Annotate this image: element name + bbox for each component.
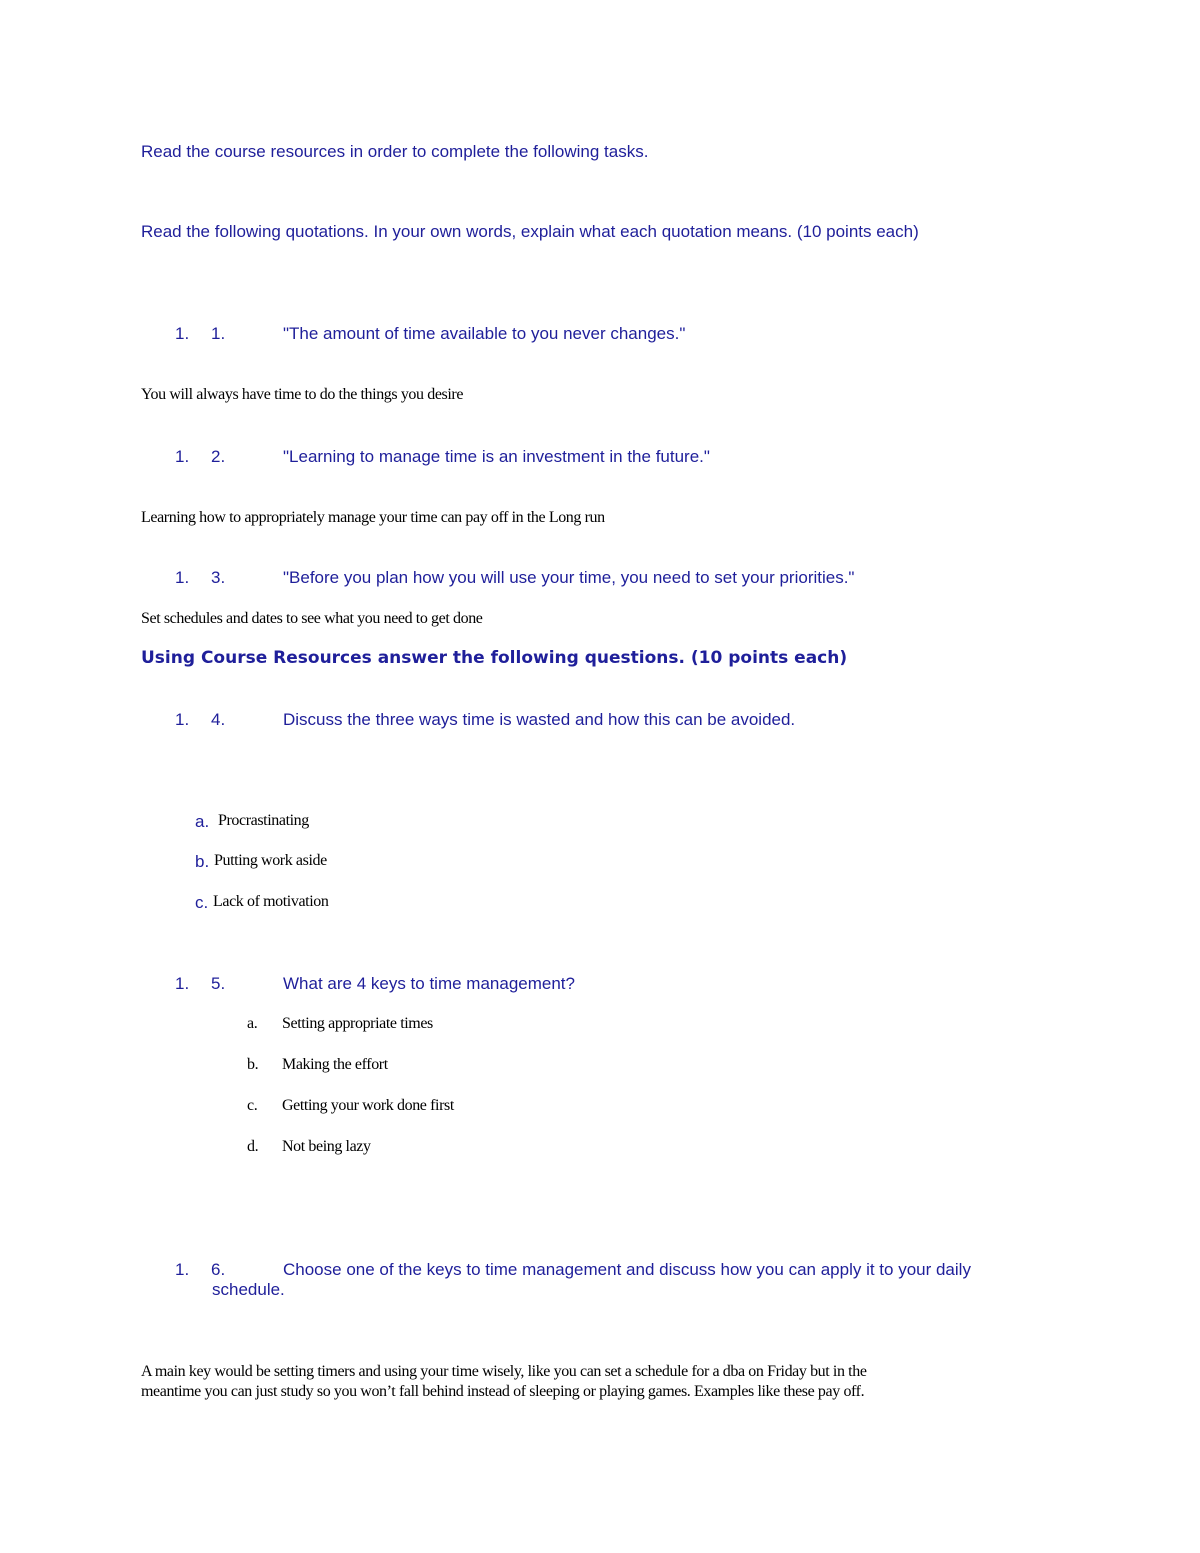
question-text: Discuss the three ways time is wasted and how this can be avoided.: [283, 710, 796, 729]
answer-text-line2: meantime you can just study so you won’t fall behind instead of sleeping or playing games. Examples like these pay off.: [141, 1383, 865, 1400]
question-text: "Before you plan how you will use your time, you need to set your priorities.": [283, 568, 855, 587]
question-number: 2.: [211, 447, 226, 466]
list-item-text: Not being lazy: [282, 1138, 371, 1155]
list-letter: b.: [247, 1056, 259, 1073]
list-item-text: Procrastinating: [218, 812, 309, 829]
question-number: 6.: [211, 1260, 226, 1279]
answer-text: You will always have time to do the things you desire: [141, 386, 464, 403]
list-item-text: Getting your work done first: [282, 1097, 454, 1114]
list-letter: d.: [247, 1138, 259, 1155]
list-outer-number: 1.: [175, 324, 190, 343]
question-text-line2: schedule.: [212, 1280, 285, 1299]
list-outer-number: 1.: [175, 710, 190, 729]
list-letter: a.: [195, 812, 210, 831]
question-number: 1.: [211, 324, 226, 343]
list-item-text: Lack of motivation: [213, 893, 329, 910]
answer-text: Learning how to appropriately manage your time can pay off in the Long run: [141, 509, 605, 526]
question-number: 5.: [211, 974, 226, 993]
answer-text: Set schedules and dates to see what you need to get done: [141, 610, 483, 627]
list-item-text: Setting appropriate times: [282, 1015, 433, 1032]
question-number: 4.: [211, 710, 226, 729]
list-outer-number: 1.: [175, 568, 190, 587]
list-letter: b.: [195, 852, 210, 871]
list-outer-number: 1.: [175, 974, 190, 993]
question-text: "Learning to manage time is an investment in the future.": [283, 447, 710, 466]
question-text-line1: Choose one of the keys to time management and discuss how you can apply it to your daily: [283, 1260, 971, 1279]
question-text: What are 4 keys to time management?: [283, 974, 575, 993]
list-letter: c.: [195, 893, 209, 912]
list-outer-number: 1.: [175, 447, 190, 466]
question-number: 3.: [211, 568, 226, 587]
answer-text-line1: A main key would be setting timers and using your time wisely, like you can set a schedule for a dba on Friday but in the: [141, 1363, 867, 1380]
intro-instruction: Read the course resources in order to complete the following tasks.: [141, 142, 649, 161]
quotation-instruction: Read the following quotations. In your own words, explain what each quotation means. (10 points each): [141, 222, 919, 241]
list-item-text: Making the effort: [282, 1056, 388, 1073]
list-letter: c.: [247, 1097, 258, 1114]
question-text: "The amount of time available to you never changes.": [283, 324, 686, 343]
section-heading: Using Course Resources answer the following questions. (10 points each): [141, 648, 848, 668]
list-letter: a.: [247, 1015, 258, 1032]
list-item-text: Putting work aside: [214, 852, 327, 869]
list-outer-number: 1.: [175, 1260, 190, 1279]
